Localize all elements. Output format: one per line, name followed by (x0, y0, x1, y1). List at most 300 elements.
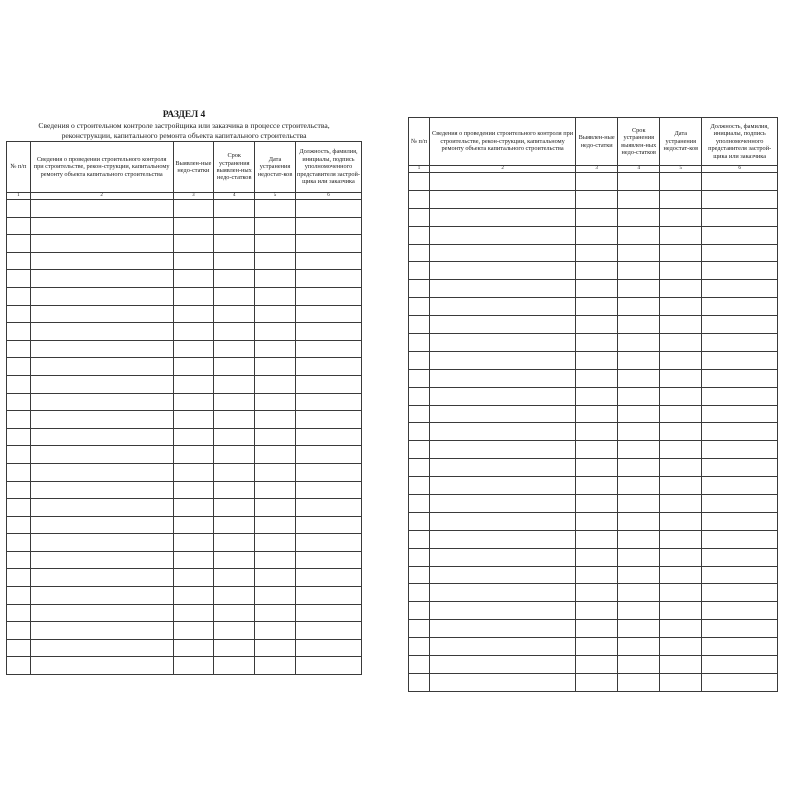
table-cell[interactable] (409, 369, 430, 387)
table-cell[interactable] (30, 200, 173, 218)
table-cell[interactable] (702, 423, 778, 441)
table-cell[interactable] (214, 481, 255, 499)
table-cell[interactable] (7, 604, 31, 622)
table-cell[interactable] (214, 411, 255, 429)
table-cell[interactable] (214, 622, 255, 640)
table-cell[interactable] (576, 459, 618, 477)
table-cell[interactable] (255, 569, 296, 587)
table-cell[interactable] (173, 657, 214, 675)
table-cell[interactable] (702, 173, 778, 191)
table-cell[interactable] (576, 208, 618, 226)
table-cell[interactable] (214, 393, 255, 411)
table-cell[interactable] (7, 551, 31, 569)
table-cell[interactable] (214, 639, 255, 657)
table-cell[interactable] (660, 334, 702, 352)
table-cell[interactable] (576, 298, 618, 316)
table-cell[interactable] (295, 499, 361, 517)
table-cell[interactable] (430, 190, 576, 208)
table-cell[interactable] (409, 173, 430, 191)
table-cell[interactable] (7, 340, 31, 358)
table-cell[interactable] (30, 516, 173, 534)
table-cell[interactable] (430, 280, 576, 298)
table-cell[interactable] (173, 534, 214, 552)
table-cell[interactable] (30, 499, 173, 517)
table-cell[interactable] (430, 512, 576, 530)
table-cell[interactable] (214, 428, 255, 446)
table-cell[interactable] (30, 604, 173, 622)
table-cell[interactable] (214, 323, 255, 341)
table-cell[interactable] (702, 369, 778, 387)
table-cell[interactable] (7, 323, 31, 341)
table-cell[interactable] (702, 512, 778, 530)
table-cell[interactable] (7, 411, 31, 429)
table-cell[interactable] (618, 441, 660, 459)
table-cell[interactable] (660, 620, 702, 638)
table-cell[interactable] (30, 393, 173, 411)
table-cell[interactable] (660, 584, 702, 602)
table-cell[interactable] (409, 512, 430, 530)
table-cell[interactable] (214, 287, 255, 305)
table-cell[interactable] (295, 551, 361, 569)
table-cell[interactable] (295, 657, 361, 675)
table-cell[interactable] (30, 534, 173, 552)
table-cell[interactable] (255, 252, 296, 270)
table-cell[interactable] (409, 387, 430, 405)
table-cell[interactable] (30, 270, 173, 288)
table-cell[interactable] (618, 173, 660, 191)
table-cell[interactable] (295, 375, 361, 393)
table-cell[interactable] (7, 569, 31, 587)
table-cell[interactable] (576, 566, 618, 584)
table-cell[interactable] (214, 340, 255, 358)
table-cell[interactable] (660, 262, 702, 280)
table-cell[interactable] (430, 656, 576, 674)
table-cell[interactable] (30, 287, 173, 305)
table-cell[interactable] (702, 226, 778, 244)
table-cell[interactable] (618, 638, 660, 656)
table-cell[interactable] (255, 375, 296, 393)
table-cell[interactable] (430, 173, 576, 191)
table-cell[interactable] (618, 512, 660, 530)
table-cell[interactable] (430, 441, 576, 459)
table-cell[interactable] (702, 298, 778, 316)
table-cell[interactable] (30, 411, 173, 429)
table-cell[interactable] (7, 446, 31, 464)
table-cell[interactable] (702, 334, 778, 352)
table-cell[interactable] (618, 423, 660, 441)
table-cell[interactable] (255, 270, 296, 288)
table-cell[interactable] (702, 208, 778, 226)
table-cell[interactable] (430, 638, 576, 656)
table-cell[interactable] (214, 657, 255, 675)
table-cell[interactable] (295, 411, 361, 429)
table-cell[interactable] (660, 173, 702, 191)
table-cell[interactable] (702, 495, 778, 513)
table-cell[interactable] (214, 217, 255, 235)
table-cell[interactable] (255, 463, 296, 481)
table-cell[interactable] (618, 530, 660, 548)
table-cell[interactable] (7, 305, 31, 323)
table-cell[interactable] (660, 441, 702, 459)
table-cell[interactable] (173, 516, 214, 534)
table-cell[interactable] (576, 620, 618, 638)
table-cell[interactable] (295, 340, 361, 358)
table-cell[interactable] (295, 323, 361, 341)
table-cell[interactable] (660, 459, 702, 477)
table-cell[interactable] (430, 262, 576, 280)
table-cell[interactable] (430, 208, 576, 226)
table-cell[interactable] (430, 584, 576, 602)
table-cell[interactable] (173, 587, 214, 605)
table-cell[interactable] (255, 323, 296, 341)
table-cell[interactable] (173, 235, 214, 253)
table-cell[interactable] (295, 516, 361, 534)
table-cell[interactable] (295, 200, 361, 218)
table-cell[interactable] (618, 334, 660, 352)
table-cell[interactable] (430, 316, 576, 334)
table-cell[interactable] (7, 393, 31, 411)
table-cell[interactable] (255, 587, 296, 605)
table-cell[interactable] (214, 446, 255, 464)
table-cell[interactable] (255, 604, 296, 622)
table-cell[interactable] (430, 459, 576, 477)
table-cell[interactable] (660, 190, 702, 208)
table-cell[interactable] (255, 235, 296, 253)
table-cell[interactable] (409, 602, 430, 620)
table-cell[interactable] (255, 639, 296, 657)
table-cell[interactable] (618, 673, 660, 691)
table-cell[interactable] (430, 351, 576, 369)
table-cell[interactable] (295, 587, 361, 605)
table-cell[interactable] (173, 622, 214, 640)
table-cell[interactable] (430, 673, 576, 691)
table-cell[interactable] (255, 358, 296, 376)
table-cell[interactable] (7, 657, 31, 675)
table-cell[interactable] (618, 208, 660, 226)
table-cell[interactable] (409, 566, 430, 584)
table-cell[interactable] (430, 495, 576, 513)
table-cell[interactable] (30, 375, 173, 393)
table-cell[interactable] (295, 393, 361, 411)
table-cell[interactable] (7, 428, 31, 446)
table-cell[interactable] (576, 173, 618, 191)
table-cell[interactable] (702, 620, 778, 638)
table-cell[interactable] (702, 638, 778, 656)
table-cell[interactable] (255, 340, 296, 358)
table-cell[interactable] (660, 423, 702, 441)
table-cell[interactable] (173, 375, 214, 393)
table-cell[interactable] (409, 656, 430, 674)
table-cell[interactable] (255, 481, 296, 499)
table-cell[interactable] (409, 190, 430, 208)
table-cell[interactable] (30, 358, 173, 376)
table-cell[interactable] (7, 217, 31, 235)
table-cell[interactable] (618, 584, 660, 602)
table-cell[interactable] (30, 428, 173, 446)
table-cell[interactable] (214, 516, 255, 534)
table-cell[interactable] (173, 393, 214, 411)
table-cell[interactable] (409, 673, 430, 691)
table-cell[interactable] (7, 375, 31, 393)
table-cell[interactable] (702, 459, 778, 477)
table-cell[interactable] (702, 316, 778, 334)
table-cell[interactable] (7, 287, 31, 305)
table-cell[interactable] (295, 358, 361, 376)
table-cell[interactable] (430, 566, 576, 584)
table-cell[interactable] (576, 226, 618, 244)
table-cell[interactable] (255, 534, 296, 552)
table-cell[interactable] (255, 551, 296, 569)
table-cell[interactable] (30, 639, 173, 657)
table-cell[interactable] (7, 200, 31, 218)
table-cell[interactable] (576, 548, 618, 566)
table-cell[interactable] (576, 530, 618, 548)
table-cell[interactable] (30, 569, 173, 587)
table-cell[interactable] (7, 235, 31, 253)
table-cell[interactable] (214, 235, 255, 253)
table-cell[interactable] (618, 298, 660, 316)
table-cell[interactable] (214, 305, 255, 323)
table-cell[interactable] (409, 423, 430, 441)
table-cell[interactable] (173, 411, 214, 429)
table-cell[interactable] (255, 516, 296, 534)
table-cell[interactable] (30, 323, 173, 341)
table-cell[interactable] (660, 208, 702, 226)
table-cell[interactable] (430, 334, 576, 352)
table-cell[interactable] (30, 217, 173, 235)
table-cell[interactable] (430, 477, 576, 495)
table-cell[interactable] (295, 287, 361, 305)
table-cell[interactable] (409, 584, 430, 602)
table-cell[interactable] (576, 656, 618, 674)
table-cell[interactable] (430, 298, 576, 316)
table-cell[interactable] (173, 200, 214, 218)
table-cell[interactable] (30, 551, 173, 569)
table-cell[interactable] (214, 604, 255, 622)
table-cell[interactable] (214, 200, 255, 218)
table-cell[interactable] (702, 584, 778, 602)
table-cell[interactable] (660, 405, 702, 423)
table-cell[interactable] (576, 351, 618, 369)
table-cell[interactable] (295, 622, 361, 640)
table-cell[interactable] (409, 226, 430, 244)
table-cell[interactable] (618, 566, 660, 584)
table-cell[interactable] (702, 656, 778, 674)
table-cell[interactable] (409, 351, 430, 369)
table-cell[interactable] (702, 405, 778, 423)
table-cell[interactable] (576, 244, 618, 262)
table-cell[interactable] (576, 512, 618, 530)
table-cell[interactable] (702, 566, 778, 584)
table-cell[interactable] (430, 369, 576, 387)
table-cell[interactable] (660, 477, 702, 495)
table-cell[interactable] (576, 405, 618, 423)
table-cell[interactable] (702, 387, 778, 405)
table-cell[interactable] (409, 244, 430, 262)
table-cell[interactable] (295, 217, 361, 235)
table-cell[interactable] (660, 369, 702, 387)
table-cell[interactable] (173, 499, 214, 517)
table-cell[interactable] (660, 673, 702, 691)
table-cell[interactable] (576, 477, 618, 495)
table-cell[interactable] (660, 226, 702, 244)
table-cell[interactable] (255, 657, 296, 675)
table-cell[interactable] (173, 323, 214, 341)
table-cell[interactable] (30, 252, 173, 270)
table-cell[interactable] (30, 446, 173, 464)
table-cell[interactable] (214, 252, 255, 270)
table-cell[interactable] (702, 351, 778, 369)
table-cell[interactable] (255, 217, 296, 235)
table-cell[interactable] (702, 602, 778, 620)
table-cell[interactable] (576, 262, 618, 280)
table-cell[interactable] (660, 387, 702, 405)
table-cell[interactable] (173, 287, 214, 305)
table-cell[interactable] (618, 620, 660, 638)
table-cell[interactable] (30, 622, 173, 640)
table-cell[interactable] (576, 369, 618, 387)
table-cell[interactable] (30, 305, 173, 323)
table-cell[interactable] (173, 446, 214, 464)
table-cell[interactable] (702, 441, 778, 459)
table-cell[interactable] (660, 548, 702, 566)
table-cell[interactable] (618, 262, 660, 280)
table-cell[interactable] (173, 551, 214, 569)
table-cell[interactable] (409, 495, 430, 513)
table-cell[interactable] (7, 463, 31, 481)
table-cell[interactable] (660, 244, 702, 262)
table-cell[interactable] (295, 569, 361, 587)
table-cell[interactable] (618, 351, 660, 369)
table-cell[interactable] (409, 477, 430, 495)
table-cell[interactable] (7, 358, 31, 376)
table-cell[interactable] (214, 499, 255, 517)
table-cell[interactable] (576, 495, 618, 513)
table-cell[interactable] (702, 530, 778, 548)
table-cell[interactable] (618, 280, 660, 298)
table-cell[interactable] (660, 298, 702, 316)
table-cell[interactable] (430, 387, 576, 405)
table-cell[interactable] (173, 428, 214, 446)
table-cell[interactable] (660, 495, 702, 513)
table-cell[interactable] (409, 620, 430, 638)
table-cell[interactable] (430, 548, 576, 566)
table-cell[interactable] (430, 423, 576, 441)
table-cell[interactable] (409, 530, 430, 548)
table-cell[interactable] (576, 334, 618, 352)
table-cell[interactable] (576, 280, 618, 298)
table-cell[interactable] (255, 200, 296, 218)
table-cell[interactable] (409, 280, 430, 298)
table-cell[interactable] (30, 587, 173, 605)
table-cell[interactable] (576, 673, 618, 691)
table-cell[interactable] (618, 387, 660, 405)
table-cell[interactable] (214, 587, 255, 605)
table-cell[interactable] (702, 673, 778, 691)
table-cell[interactable] (702, 262, 778, 280)
table-cell[interactable] (214, 375, 255, 393)
table-cell[interactable] (618, 548, 660, 566)
table-cell[interactable] (618, 369, 660, 387)
table-cell[interactable] (409, 638, 430, 656)
table-cell[interactable] (618, 459, 660, 477)
table-cell[interactable] (430, 244, 576, 262)
table-cell[interactable] (214, 569, 255, 587)
table-cell[interactable] (660, 656, 702, 674)
table-cell[interactable] (30, 481, 173, 499)
table-cell[interactable] (409, 298, 430, 316)
table-cell[interactable] (702, 477, 778, 495)
table-cell[interactable] (173, 639, 214, 657)
table-cell[interactable] (409, 262, 430, 280)
table-cell[interactable] (576, 638, 618, 656)
table-cell[interactable] (255, 393, 296, 411)
table-cell[interactable] (618, 190, 660, 208)
table-cell[interactable] (255, 305, 296, 323)
table-cell[interactable] (576, 602, 618, 620)
table-cell[interactable] (30, 463, 173, 481)
table-cell[interactable] (7, 499, 31, 517)
table-cell[interactable] (660, 530, 702, 548)
table-cell[interactable] (618, 602, 660, 620)
table-cell[interactable] (255, 411, 296, 429)
table-cell[interactable] (409, 316, 430, 334)
table-cell[interactable] (702, 244, 778, 262)
table-cell[interactable] (214, 358, 255, 376)
table-cell[interactable] (173, 217, 214, 235)
table-cell[interactable] (409, 548, 430, 566)
table-cell[interactable] (295, 235, 361, 253)
table-cell[interactable] (660, 602, 702, 620)
table-cell[interactable] (618, 226, 660, 244)
table-cell[interactable] (214, 534, 255, 552)
table-cell[interactable] (576, 441, 618, 459)
table-cell[interactable] (7, 252, 31, 270)
table-cell[interactable] (173, 340, 214, 358)
table-cell[interactable] (7, 516, 31, 534)
table-cell[interactable] (30, 340, 173, 358)
table-cell[interactable] (295, 305, 361, 323)
table-cell[interactable] (7, 270, 31, 288)
table-cell[interactable] (409, 208, 430, 226)
table-cell[interactable] (618, 656, 660, 674)
table-cell[interactable] (173, 463, 214, 481)
table-cell[interactable] (295, 481, 361, 499)
table-cell[interactable] (173, 358, 214, 376)
table-cell[interactable] (173, 569, 214, 587)
table-cell[interactable] (409, 459, 430, 477)
table-cell[interactable] (618, 405, 660, 423)
table-cell[interactable] (295, 428, 361, 446)
table-cell[interactable] (295, 446, 361, 464)
table-cell[interactable] (173, 252, 214, 270)
table-cell[interactable] (660, 280, 702, 298)
table-cell[interactable] (409, 334, 430, 352)
table-cell[interactable] (7, 622, 31, 640)
table-cell[interactable] (430, 226, 576, 244)
table-cell[interactable] (702, 548, 778, 566)
table-cell[interactable] (7, 481, 31, 499)
table-cell[interactable] (702, 190, 778, 208)
table-cell[interactable] (409, 441, 430, 459)
table-cell[interactable] (576, 423, 618, 441)
table-cell[interactable] (660, 316, 702, 334)
table-cell[interactable] (576, 387, 618, 405)
table-cell[interactable] (576, 584, 618, 602)
table-cell[interactable] (173, 305, 214, 323)
table-cell[interactable] (255, 622, 296, 640)
table-cell[interactable] (660, 638, 702, 656)
